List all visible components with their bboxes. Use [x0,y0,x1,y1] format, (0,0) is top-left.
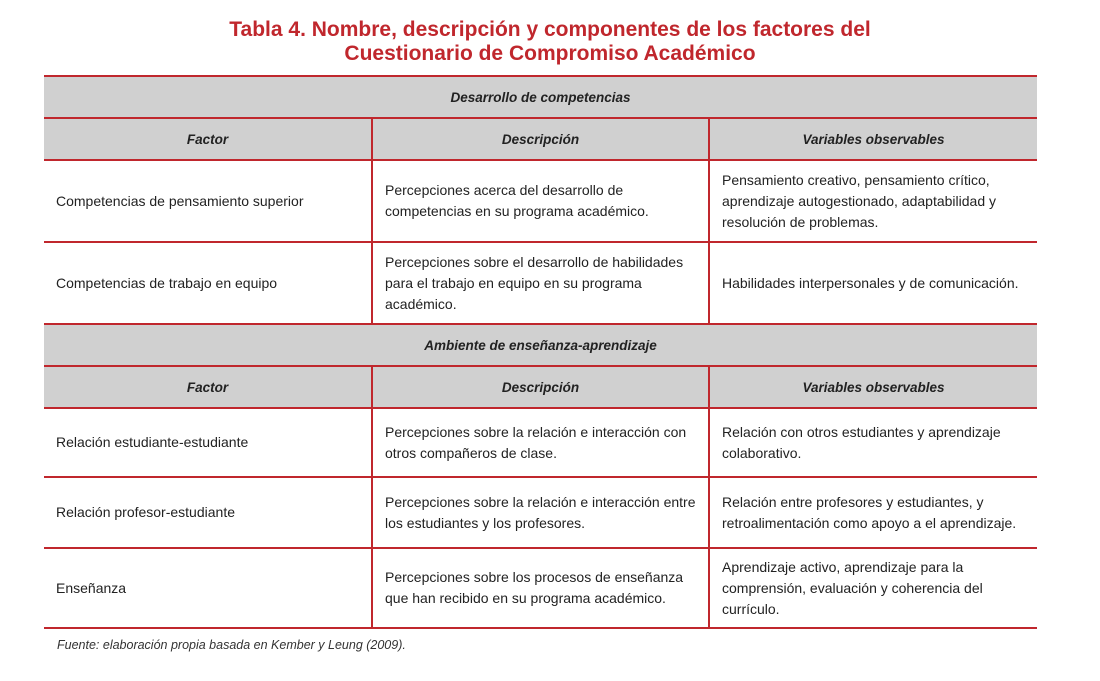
variables-cell: Habilidades interpersonales y de comunicación. [709,242,1037,324]
column-header-factor: Factor [44,118,372,160]
factor-cell: Relación estudiante-estudiante [44,408,372,477]
description-cell: Percepciones sobre el desarrollo de habilidades para el trabajo en equipo en su programa académico. [372,242,709,324]
section-header-row [44,76,1037,118]
factor-cell: Competencias de trabajo en equipo [44,242,372,324]
variables-cell: Relación entre profesores y estudiantes, y retroalimentación como apoyo a el aprendizaje. [709,477,1037,548]
column-header-descripcion: Descripción [372,118,709,160]
table-row [44,242,1037,324]
column-header-row [44,118,1037,160]
source-note: Fuente: elaboración propia basada en Kember y Leung (2009). [57,638,406,652]
column-header-variables: Variables observables [709,118,1037,160]
column-header-factor: Factor [44,366,372,408]
table-title-line-2: Cuestionario de Compromiso Académico [344,42,756,65]
description-cell: Percepciones sobre la relación e interacción entre los estudiantes y los profesores. [372,477,709,548]
description-cell: Percepciones sobre la relación e interacción con otros compañeros de clase. [372,408,709,477]
section-title: Ambiente de enseñanza-aprendizaje [44,324,1037,366]
table-row [44,548,1037,628]
column-header-variables: Variables observables [709,366,1037,408]
table-title-line-1: Tabla 4. Nombre, descripción y componentes de los factores del [229,18,871,41]
factor-cell: Relación profesor-estudiante [44,477,372,548]
description-cell: Percepciones sobre los procesos de enseñanza que han recibido en su programa académico. [372,548,709,628]
variables-cell: Pensamiento creativo, pensamiento crítico, aprendizaje autogestionado, adaptabilidad y resolución de problemas. [709,160,1037,242]
table-row [44,408,1037,477]
description-cell: Percepciones acerca del desarrollo de competencias en su programa académico. [372,160,709,242]
section-header-row [44,324,1037,366]
section-title: Desarrollo de competencias [44,76,1037,118]
table-title [0,18,1100,66]
column-header-descripcion: Descripción [372,366,709,408]
factors-table [44,75,1037,629]
variables-cell: Relación con otros estudiantes y aprendizaje colaborativo. [709,408,1037,477]
column-header-row [44,366,1037,408]
table-row [44,160,1037,242]
factor-cell: Competencias de pensamiento superior [44,160,372,242]
variables-cell: Aprendizaje activo, aprendizaje para la comprensión, evaluación y coherencia del currículo. [709,548,1037,628]
table-row [44,477,1037,548]
factor-cell: Enseñanza [44,548,372,628]
